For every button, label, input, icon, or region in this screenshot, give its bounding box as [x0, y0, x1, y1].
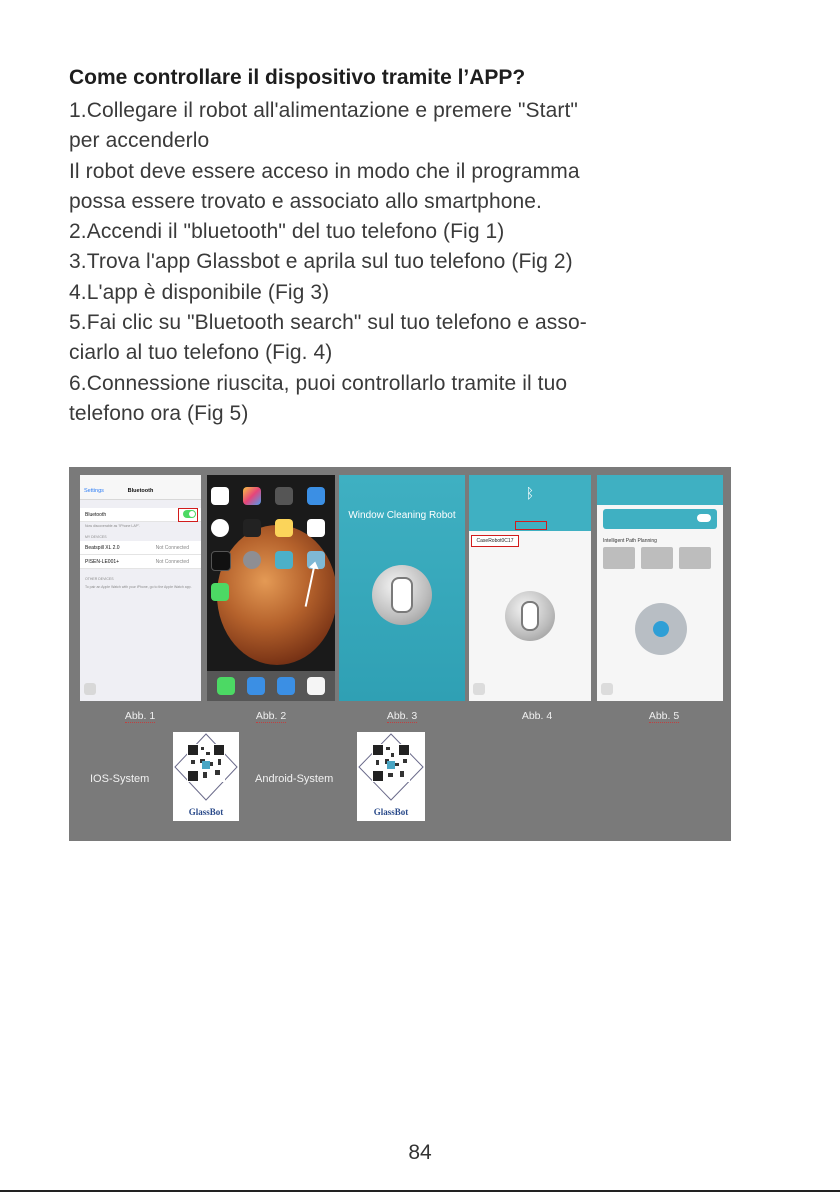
device-status: Not Connected [155, 545, 189, 551]
instruction-line: ciarlo al tuo telefono (Fig. 4) [69, 341, 333, 365]
planning-label: Intelligent Path Planning [603, 538, 657, 544]
instruction-line: 6.Connessione riuscita, puoi controllarlo tramite il tuo [69, 371, 568, 395]
music-icon [307, 677, 325, 695]
assistive-touch-icon [473, 683, 485, 695]
found-device: CaseRobot0C17 [471, 535, 519, 547]
device-status: Not Connected [155, 559, 189, 565]
mode-button [641, 547, 673, 569]
app-header [597, 475, 723, 505]
section-header: OTHER DEVICES [85, 577, 114, 581]
figure-caption: Abb. 3 [386, 710, 418, 722]
screenshot-bluetooth-settings [80, 475, 201, 701]
figure-caption: Abb. 1 [124, 710, 156, 722]
ios-system-label: IOS-System [90, 773, 150, 785]
device-name: PISEN-LE001+ [85, 559, 120, 565]
device-name: Beatspill XL 2.0 [85, 545, 120, 551]
safari-icon [247, 677, 265, 695]
wallpaper-planet [217, 525, 335, 665]
robot-image [505, 591, 555, 641]
instruction-line: per accenderlo [69, 129, 210, 153]
bluetooth-toggle-row [80, 508, 201, 522]
instructions-text [69, 96, 769, 429]
ios-qr-code [173, 732, 239, 821]
videos-icon [243, 519, 261, 537]
instruction-line: 3.Trova l'app Glassbot e aprila sul tuo telefono (Fig 2) [69, 250, 573, 274]
photos-icon [243, 487, 261, 505]
instruction-line: 5.Fai clic su "Bluetooth search" sul tuo telefono e asso- [69, 311, 587, 335]
nav-bar [80, 483, 201, 500]
instruction-line: 1.Collegare il robot all'alimentazione e premere "Start" [69, 99, 578, 122]
notes-icon [275, 519, 293, 537]
robot-image [372, 565, 432, 625]
voice-memos-icon [211, 551, 231, 571]
instruction-line: 4.L'app è disponibile (Fig 3) [69, 280, 330, 304]
mail-icon [277, 677, 295, 695]
status-card [603, 509, 717, 529]
mode-button [679, 547, 711, 569]
figure-caption: Abb. 5 [648, 710, 680, 722]
assistive-touch-icon [601, 683, 613, 695]
bluetooth-icon: ᛒ [525, 485, 535, 501]
device-row [80, 555, 201, 569]
maps-icon [275, 551, 293, 569]
instruction-line: telefono ora (Fig 5) [69, 401, 249, 425]
screenshot-app-splash [339, 475, 465, 701]
screenshot-bluetooth-search [469, 475, 591, 701]
weather-icon [307, 487, 325, 505]
nav-title: Bluetooth [127, 488, 154, 494]
discover-note: Now discoverable as "iPhone LAP". [85, 524, 141, 528]
other-note: To pair an Apple Watch with your iPhone, go to the Apple Watch app. [85, 585, 192, 589]
reminders-icon [307, 519, 325, 537]
status-bar [80, 475, 201, 483]
settings-icon [243, 551, 261, 569]
instruction-line: 2.Accendi il "bluetooth" del tuo telefono (Fig 1) [69, 220, 505, 244]
qr-brand-logo: GlassBot [373, 807, 409, 817]
messages-icon [211, 583, 229, 601]
instruction-line: Il robot deve essere acceso in modo che il programma [69, 159, 580, 183]
screenshot-home-screen [207, 475, 335, 701]
row-label: Bluetooth [85, 512, 107, 518]
assistive-touch-icon [84, 683, 96, 695]
mode-button [603, 547, 635, 569]
phone-icon [217, 677, 235, 695]
app-header [469, 475, 591, 531]
app-setup-figure [69, 467, 731, 841]
screenshot-robot-control [597, 475, 723, 701]
android-qr-code [357, 732, 425, 821]
android-system-label: Android-System [255, 773, 334, 785]
app-title: Window Cleaning Robot [348, 510, 456, 521]
calendar-icon [211, 487, 229, 505]
dock [207, 671, 335, 701]
qr-brand-logo: GlassBot [188, 807, 224, 817]
bluetooth-toggle [183, 510, 196, 518]
back-link: Settings [84, 488, 104, 494]
section-header: MY DEVICES [85, 535, 107, 539]
figure-caption: Abb. 2 [255, 710, 287, 722]
page-heading: Come controllare il dispositivo tramite l’APP? [69, 66, 526, 89]
instruction-line: possa essere trovato e associato allo smartphone. [69, 189, 542, 213]
power-toggle [697, 514, 711, 522]
qr-pattern [173, 732, 239, 802]
highlight-box [515, 521, 547, 530]
camera-icon [275, 487, 293, 505]
figure-caption: Abb. 4 [521, 710, 553, 722]
qr-pattern [357, 732, 425, 802]
device-row [80, 541, 201, 555]
play-icon [653, 621, 669, 637]
page-number: 84 [408, 1141, 432, 1164]
clock-icon [211, 519, 229, 537]
